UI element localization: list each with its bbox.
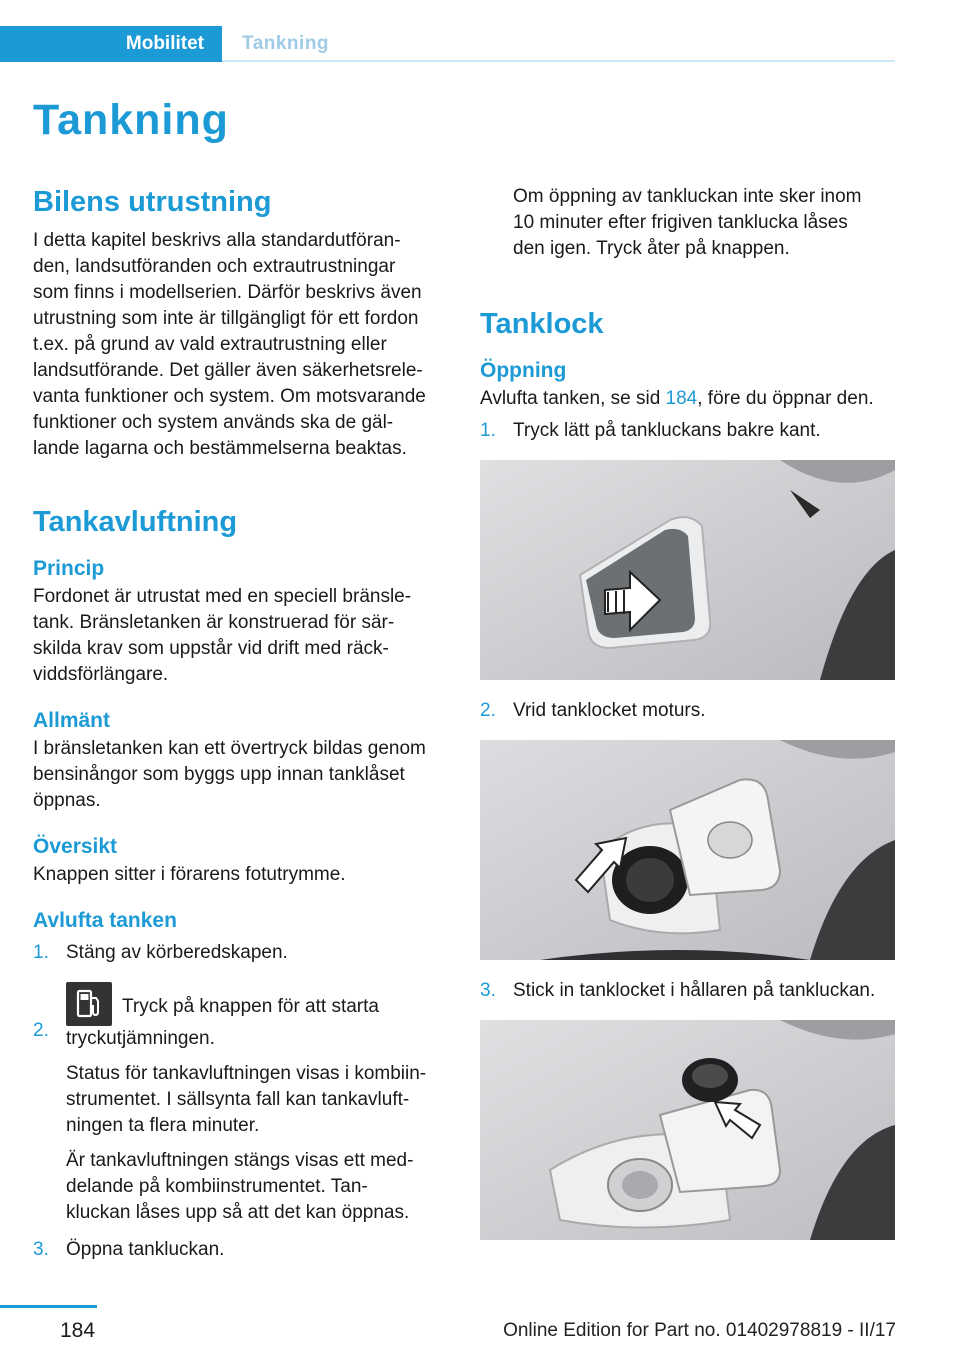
text-line: skilda krav som uppstår vid drift med räck- bbox=[33, 638, 389, 659]
text-line: I detta kapitel beskrivs alla standardutföran- bbox=[33, 230, 401, 251]
tab-tankning[interactable]: Tankning bbox=[242, 33, 330, 54]
footer-rule bbox=[0, 1305, 97, 1308]
paragraph-principle bbox=[33, 584, 451, 688]
heading-venting: Tankavluftning bbox=[33, 506, 238, 538]
text-line: kluckan låses upp så att det kan öppnas. bbox=[66, 1202, 410, 1223]
text-line: tank. Bränsletanken är konstruerad för sär- bbox=[33, 612, 395, 633]
paragraph-reference bbox=[480, 386, 898, 412]
step-text: Tryck på knappen för att starta bbox=[122, 996, 379, 1017]
step-text: tryckutjämningen. bbox=[66, 1028, 215, 1049]
heading-overview: Översikt bbox=[33, 835, 118, 858]
text-line: I bränsletanken kan ett övertryck bildas genom bbox=[33, 738, 426, 759]
text-line: som finns i modellserien. Därför beskrivs även bbox=[33, 282, 422, 303]
text-line: bensinångor som byggs upp innan tanklåset bbox=[33, 764, 405, 785]
text-line: t.ex. på grund av vald extrautrustning eller bbox=[33, 334, 387, 355]
step-number: 3. bbox=[480, 980, 496, 1001]
header-tabs bbox=[0, 26, 895, 62]
text-line: den, landsutföranden och extrautrustningar bbox=[33, 256, 396, 277]
header-rule bbox=[222, 60, 895, 62]
step-number: 3. bbox=[33, 1239, 49, 1260]
text-line: delande på kombiinstrumentet. Tan- bbox=[66, 1176, 368, 1197]
paragraph-general bbox=[33, 736, 451, 814]
heading-vent-tank: Avlufta tanken bbox=[33, 909, 177, 932]
fuel-pump-button-icon bbox=[66, 982, 112, 1026]
step-note-done bbox=[66, 1148, 451, 1226]
text-line: Fordonet är utrustat med en speciell bränsle- bbox=[33, 586, 412, 607]
text-line: Är tankavluftningen stängs visas ett med- bbox=[66, 1150, 414, 1171]
text-line: vanta funktioner och system. Om motsvarande bbox=[33, 386, 426, 407]
photo-turn-cap bbox=[480, 740, 895, 960]
step-text: Stick in tanklocket i hållaren på tankluckan. bbox=[513, 980, 876, 1001]
page-number: 184 bbox=[60, 1319, 96, 1342]
paragraph-intro bbox=[480, 184, 898, 262]
text-line: landsutförande. Det gäller även säkerhetsrele- bbox=[33, 360, 423, 381]
text-line: funktioner och system används ska de gäl- bbox=[33, 412, 394, 433]
text: , före du öppnar den. bbox=[697, 388, 874, 409]
left-column bbox=[33, 182, 451, 1263]
page-title: Tankning bbox=[33, 96, 229, 144]
edition-note: Online Edition for Part no. 01402978819 - II/17 bbox=[503, 1320, 896, 1341]
tab-mobilitet[interactable]: Mobilitet bbox=[0, 26, 222, 62]
heading-cap: Tanklock bbox=[480, 308, 604, 340]
text-line: lande lagarna och bestämmelserna beaktas. bbox=[33, 438, 407, 459]
step-number: 1. bbox=[33, 942, 49, 963]
list-item bbox=[480, 418, 898, 444]
heading-principle: Princip bbox=[33, 557, 105, 580]
heading-general: Allmänt bbox=[33, 709, 111, 732]
list-item bbox=[480, 978, 898, 1004]
text-line: utrustning som inte är tillgängligt för ett fordon bbox=[33, 308, 419, 329]
text-line: den igen. Tryck åter på knappen. bbox=[513, 238, 790, 259]
photo-cap-holder bbox=[480, 1020, 895, 1240]
text-line: ningen ta flera minuter. bbox=[66, 1115, 260, 1136]
text-line: strumentet. I sällsynta fall kan tankavluft- bbox=[66, 1089, 410, 1110]
step-text: Stäng av körberedskapen. bbox=[66, 942, 288, 963]
step-number: 2. bbox=[33, 1020, 49, 1041]
page-link[interactable]: 184 bbox=[665, 388, 698, 409]
paragraph-overview: Knappen sitter i förarens fotutrymme. bbox=[33, 864, 346, 885]
text-line: Om öppning av tankluckan inte sker inom bbox=[513, 186, 862, 207]
step-note-status bbox=[66, 1061, 451, 1139]
step-text: Öppna tankluckan. bbox=[66, 1239, 225, 1260]
step-text: Vrid tanklocket moturs. bbox=[513, 700, 706, 721]
heading-equipment: Bilens utrustning bbox=[33, 186, 272, 218]
text: Avlufta tanken, se sid bbox=[480, 388, 666, 409]
step-number: 1. bbox=[480, 420, 496, 441]
text-line: Status för tankavluftningen visas i kombiin- bbox=[66, 1063, 427, 1084]
list-item bbox=[33, 982, 451, 1226]
list-item bbox=[33, 940, 451, 966]
text-line: öppnas. bbox=[33, 790, 101, 811]
list-item bbox=[33, 1237, 451, 1263]
step-number: 2. bbox=[480, 700, 496, 721]
text-line: viddsförlängare. bbox=[33, 664, 169, 685]
right-column bbox=[480, 184, 898, 1240]
paragraph-equipment bbox=[33, 228, 451, 462]
step-text: Tryck lätt på tankluckans bakre kant. bbox=[513, 420, 821, 441]
list-item bbox=[480, 698, 898, 724]
photo-fuel-flap-press bbox=[480, 460, 895, 680]
heading-opening: Öppning bbox=[480, 359, 567, 382]
text-line: 10 minuter efter frigiven tanklucka låses bbox=[513, 212, 848, 233]
